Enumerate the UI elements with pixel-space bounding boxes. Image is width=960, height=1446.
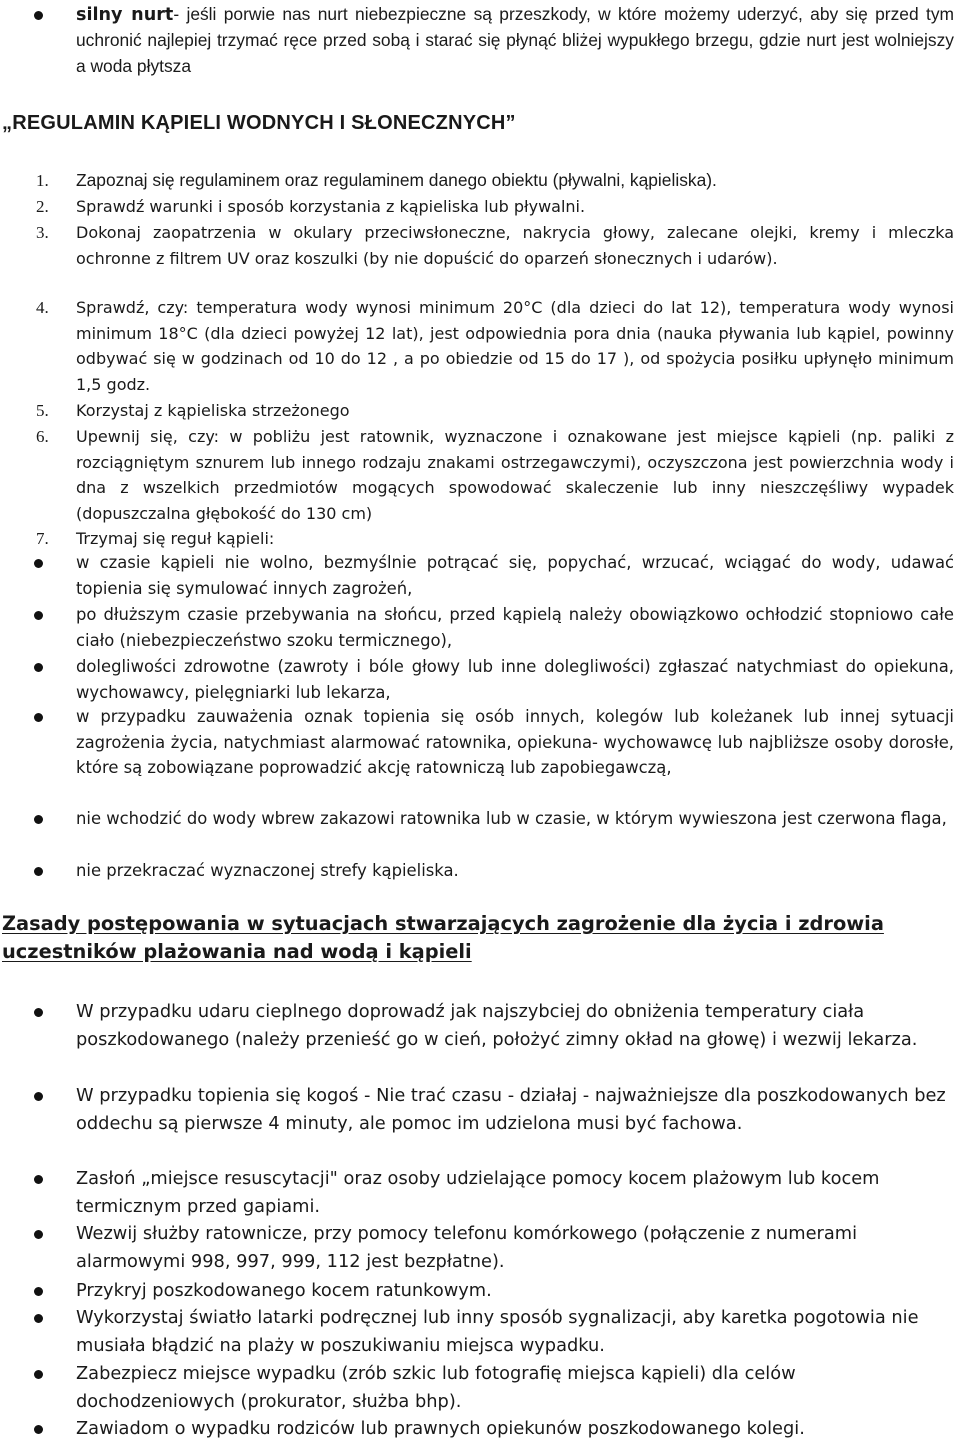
emergency-text: Zabezpiecz miejsce wypadku (zrób szkic lub fotografię miejsca kąpieli) dla celów dochodzeniowych (prokurator, służba bhp).	[76, 1363, 796, 1412]
bullet-icon	[34, 1314, 43, 1323]
item-number: 6.	[36, 427, 49, 446]
bullet-icon	[34, 11, 43, 20]
regulamin-title: „REGULAMIN KĄPIELI WODNYCH I SŁONECZNYCH”	[2, 112, 516, 134]
item-number: 7.	[36, 529, 49, 548]
rule-text: dolegliwości zdrowotne (zawroty i bóle głowy lub inne dolegliwości) zgłaszać natychmiast do opiekuna, wychowawcy, pielęgniarki lub lekarza,	[76, 657, 954, 702]
intro-body: - jeśli porwie nas nurt niebezpieczne są przeszkody, w które możemy uderzyć, aby się przed tym uchronić najlepiej trzymać ręce przed sobą i starać się płynąć bliżej wypukłego brzegu, gdzie nurt jest wolniejszy a woda płytsza	[76, 4, 954, 76]
bullet-icon	[34, 1370, 43, 1379]
item-number: 2.	[36, 197, 49, 216]
bullet-icon	[34, 1092, 43, 1101]
bullet-icon	[34, 713, 43, 722]
item-number: 5.	[36, 401, 49, 420]
bullet-icon	[34, 1425, 43, 1434]
emergency-text: W przypadku udaru cieplnego doprowadź jak najszybciej do obniżenia temperatury ciała poszkodowanego (należy przenieść go w cień, położyć zimny okład na głowę) i wezwij lekarza.	[76, 1001, 918, 1050]
emergency-text: W przypadku topienia się kogoś - Nie trać czasu - działaj - najważniejsze dla poszkodowanych bez oddechu są pierwsze 4 minuty, ale pomoc im udzielona musi być fachowa.	[76, 1085, 946, 1134]
bullet-icon	[34, 1008, 43, 1017]
item-text: Zapoznaj się regulaminem oraz regulaminem danego obiektu (pływalni, kąpieliska).	[76, 170, 717, 190]
bullet-icon	[34, 559, 43, 568]
item-text: Sprawdź, czy: temperatura wody wynosi minimum 20°C (dla dzieci do lat 12), temperatura wody wynosi minimum 18°C (dla dzieci powyżej 12 lat), jest odpowiednia pora dnia (nauka pływania lub kąpiel, powinny odbywać się w godzinach od 10 do 12 , a po obiedzie od 15 do 17 ), od spożycia posiłku upłynęło minimum 1,5 godz.	[76, 298, 954, 394]
emergency-text: Zawiadom o wypadku rodziców lub prawnych opiekunów poszkodowanego kolegi.	[76, 1418, 805, 1439]
emergency-text: Przykryj poszkodowanego kocem ratunkowym.	[76, 1280, 492, 1301]
intro-term: silny nurt	[76, 5, 174, 25]
section-heading	[2, 910, 952, 966]
rule-text: nie przekraczać wyznaczonej strefy kąpieliska.	[76, 861, 459, 880]
emergency-text: Wykorzystaj światło latarki podręcznej lub inny sposób sygnalizacji, aby karetka pogotowia nie musiała błądzić na plaży w poszukiwaniu miejsca wypadku.	[76, 1307, 919, 1356]
rule-text: w przypadku zauważenia oznak topienia się osób innych, kolegów lub koleżanek lub innej sytuacji zagrożenia życia, natychmiast alarmować ratownika, opiekuna- wychowawcę lub najbliższe osoby dorosłe, które są zobowiązane poprowadzić akcję ratowniczą lub zapobiegawczą,	[76, 707, 954, 778]
item-text: Trzymaj się reguł kąpieli:	[76, 529, 275, 548]
bullet-icon	[34, 663, 43, 672]
item-number: 3.	[36, 223, 49, 242]
bullet-icon	[34, 1175, 43, 1184]
bullet-icon	[34, 611, 43, 620]
item-text: Upewnij się, czy: w pobliżu jest ratownik, wyznaczone i oznakowane jest miejsce kąpieli (np. paliki z rozciągniętym sznurem lub innego rodzaju znakami ostrzegawczymi), oczyszczona jest powierzchnia wody i dna z wszelkich przedmiotów mogących spowodować skaleczenie lub inny nieszczęśliwy wypadek (dopuszczalna głębokość do 130 cm)	[76, 427, 954, 523]
item-text: Dokonaj zaopatrzenia w okulary przeciwsłoneczne, nakrycia głowy, zalecane olejki, kremy i mleczka ochronne z filtrem UV oraz koszulki (by nie dopuścić do oparzeń słonecznych i udarów).	[76, 223, 954, 268]
emergency-text: Wezwij służby ratownicze, przy pomocy telefonu komórkowego (połączenie z numerami alarmowymi 998, 997, 999, 112 jest bezpłatne).	[76, 1223, 858, 1272]
bullet-icon	[34, 1287, 43, 1296]
emergency-text: Zasłoń „miejsce resuscytacji" oraz osoby udzielające pomocy kocem plażowym lub kocem termicznym przed gapiami.	[76, 1168, 880, 1217]
rule-text: po dłuższym czasie przebywania na słońcu, przed kąpielą należy obowiązkowo ochłodzić stopniowo całe ciało (niebezpieczeństwo szoku termicznego),	[76, 605, 954, 650]
item-number: 4.	[36, 298, 49, 317]
item-number: 1.	[36, 171, 49, 190]
intro-text	[76, 2, 954, 80]
rule-text: nie wchodzić do wody wbrew zakazowi ratownika lub w czasie, w którym wywieszona jest czerwona flaga,	[76, 809, 947, 828]
bullet-icon	[34, 867, 43, 876]
section-heading-text: Zasady postępowania w sytuacjach stwarzających zagrożenie dla życia i zdrowia uczestników plażowania nad wodą i kąpieli	[2, 912, 884, 963]
rule-text: w czasie kąpieli nie wolno, bezmyślnie potrącać się, popychać, wrzucać, wciągać do wody, udawać topienia się symulować innych zagrożeń,	[76, 553, 954, 598]
item-text: Sprawdź warunki i sposób korzystania z kąpieliska lub pływalni.	[76, 197, 586, 216]
item-text: Korzystaj z kąpieliska strzeżonego	[76, 401, 350, 420]
bullet-icon	[34, 1230, 43, 1239]
bullet-icon	[34, 815, 43, 824]
